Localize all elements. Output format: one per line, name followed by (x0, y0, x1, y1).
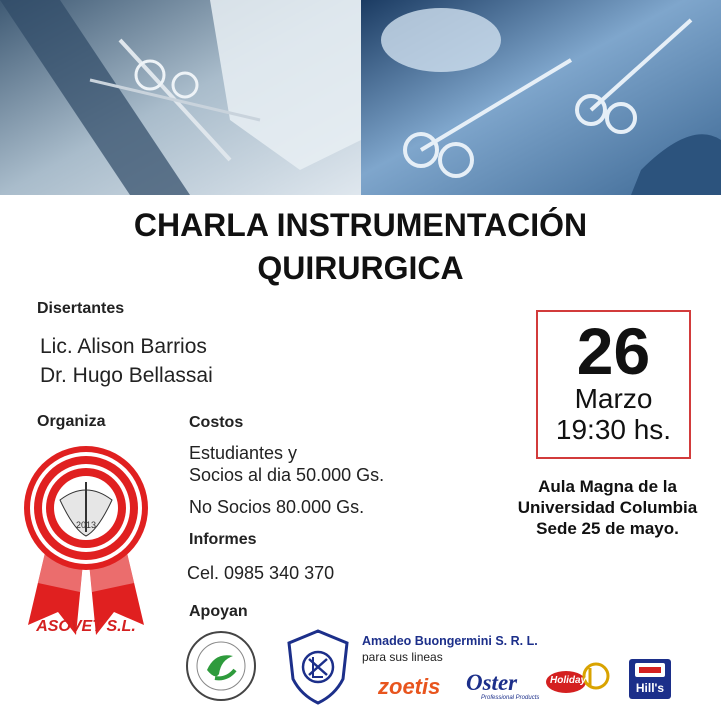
surgery-photo-left (0, 0, 361, 195)
instruments-photo-right (361, 0, 721, 195)
venue (500, 476, 715, 539)
organizer-label: Organiza (37, 413, 106, 430)
venue-line3: Sede 25 de mayo. (536, 519, 679, 538)
cost-non-members: No Socios 80.000 Gs. (189, 497, 365, 517)
venue-line1: Aula Magna de la (538, 477, 677, 496)
holiday-text: Holiday (550, 675, 587, 686)
speaker-name: Lic. Alison Barrios (40, 335, 207, 358)
cost-students-line2: Socios al dia 50.000 Gs. (189, 465, 385, 485)
company-name: Amadeo Buongermini S. R. L. (362, 634, 538, 648)
hills-badge-icon (635, 663, 665, 677)
oster-logo: Oster (466, 670, 518, 695)
event-day: 26 (576, 314, 651, 388)
veterinaria-shield-icon (285, 627, 351, 705)
university-seal-icon (185, 630, 257, 702)
hills-logo (629, 659, 671, 699)
date-box (536, 310, 691, 459)
surgical-scene-image (0, 0, 361, 195)
surgical-instruments-image (361, 0, 721, 195)
cost-students-line1: Estudiantes y (189, 443, 298, 463)
event-title-line1: CHARLA INSTRUMENTACIÓN (133, 207, 588, 243)
venue-line2: Universidad Columbia (517, 498, 698, 517)
event-month: Marzo (574, 383, 653, 414)
speakers-label: Disertantes (37, 300, 125, 317)
university-logo (185, 630, 257, 702)
holiday-logo (544, 656, 610, 698)
event-title-line2: QUIRURGICA (257, 250, 464, 286)
asovet-logo-text: ASOVET S.L. (36, 618, 136, 635)
info-label: Informes (189, 531, 257, 548)
info-phone: Cel. 0985 340 370 (187, 563, 335, 583)
costs-label: Costos (189, 414, 244, 431)
speaker-name: Dr. Hugo Bellassai (40, 364, 213, 387)
oster-subtitle: Professional Products (481, 695, 540, 701)
logo-year: 2013 (75, 520, 97, 530)
asovet-logo (18, 440, 154, 650)
sponsors-label: Apoyan (189, 603, 248, 620)
event-time: 19:30 hs. (555, 414, 672, 445)
hills-text: Hill's (635, 681, 665, 695)
veterinaria-logo (285, 627, 351, 705)
zoetis-logo: zoetis (378, 674, 441, 699)
company-subtitle: para sus lineas (362, 650, 443, 664)
